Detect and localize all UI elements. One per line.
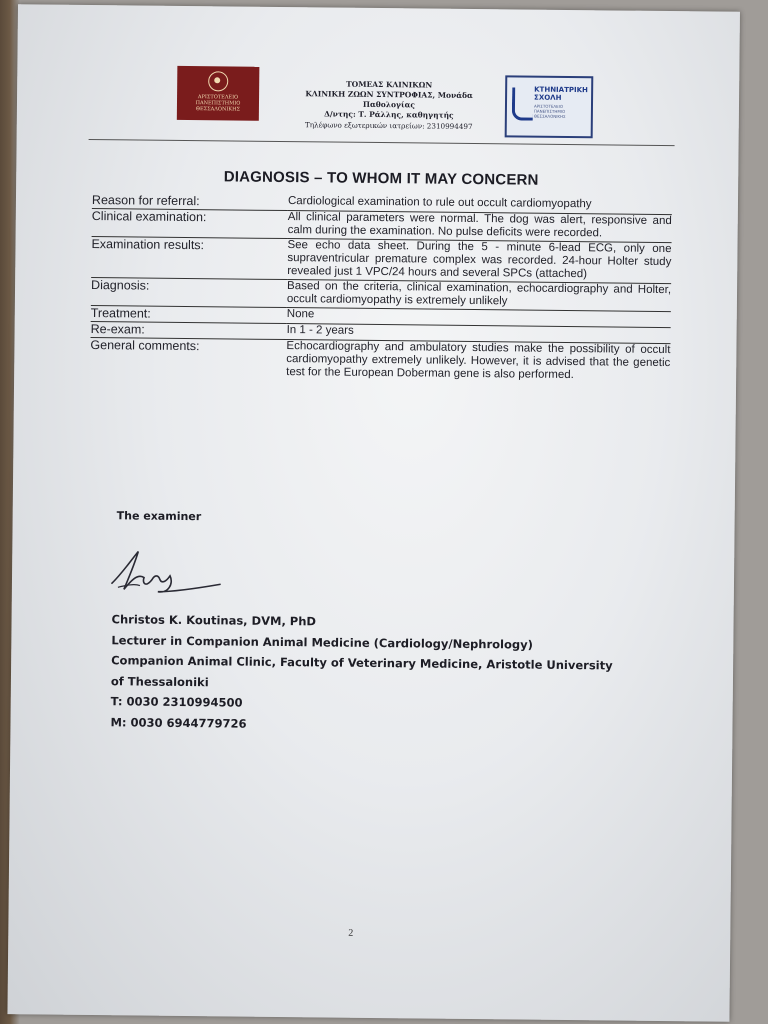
vet-school-subtitle: ΑΡΙΣΤΟΤΕΛΕΙΟ ΠΑΝΕΠΙΣΤΗΜΙΟ ΘΕΣΣΑΛΟΝΙΚΗΣ <box>533 103 566 119</box>
row-label: Reason for referral: <box>92 193 288 211</box>
row-label: Examination results: <box>91 237 287 280</box>
row-label: Re-exam: <box>91 321 287 339</box>
examiner-name: Christos K. Koutinas, DVM, PhD <box>111 612 317 629</box>
examiner-label: The examiner <box>116 509 202 524</box>
director-line: Δ/ντης: Τ. Ράλλης, καθηγητής <box>324 109 454 120</box>
row-label: Diagnosis: <box>91 278 287 308</box>
row-value: In 1 - 2 years <box>287 324 671 344</box>
row-value: None <box>287 308 671 328</box>
row-label: Clinical examination: <box>92 209 288 239</box>
examiner-mobile: M: 0030 6944779726 <box>110 714 247 731</box>
row-value: See echo data sheet. During the 5 - minute 6-lead ECG, only one supraventricular premature complex was recorded. 24-hour Holter study revealed just 1 VPC/24 hours and several SPCs (attached) <box>287 239 671 284</box>
university-logo <box>177 66 260 121</box>
row-value: Cardiological examination to rule out occult cardiomyopathy <box>288 195 672 215</box>
row-label: Treatment: <box>91 305 287 323</box>
university-logo-text: ΑΡΙΣΤΟΤΕΛΕΙΟ ΠΑΝΕΠΙΣΤΗΜΙΟ ΘΕΣΣΑΛΟΝΙΚΗΣ <box>195 94 241 113</box>
clinic-phone: Τηλέφωνο εξωτερικών ιατρείων: 2310994497 <box>304 120 473 131</box>
document-title: DIAGNOSIS – TO WHOM IT MAY CONCERN <box>223 168 539 189</box>
examiner-phone: T: 0030 2310994500 <box>110 694 243 710</box>
page-number: 2 <box>348 927 354 939</box>
examiner-contact-block <box>110 609 621 737</box>
row-value: Echocardiography and ambulatory studies make the possibility of occult cardiomyopathy extremely unlikely. However, it is advised that the genetic test for the European Doberman gene is also performed. <box>286 340 671 382</box>
diagnosis-table <box>90 193 672 384</box>
caduceus-icon <box>512 87 533 120</box>
table-row <box>91 237 671 284</box>
row-value: Based on the criteria, clinical examination, echocardiography and Holter, occult cardiomyopathy is extremely unlikely <box>287 280 671 312</box>
row-value: All clinical parameters were normal. The dog was alert, responsive and calm during the examination. No pulse deficits were recorded. <box>288 211 672 243</box>
row-label: General comments: <box>90 337 200 354</box>
header-divider <box>89 139 675 146</box>
clinic-name: ΚΛΙΝΙΚΗ ΖΩΩΝ ΣΥΝΤΡΟΦΙΑΣ, Μονάδα Παθολογίας <box>305 89 473 110</box>
vet-school-title: ΚΤΗΝΙΑΤΡΙΚΗ ΣΧΟΛΗ <box>534 85 588 102</box>
examiner-title: Lecturer in Companion Animal Medicine (Cardiology/Nephrology) <box>111 632 533 652</box>
department-header <box>279 79 500 132</box>
examiner-affiliation: Companion Animal Clinic, Faculty of Veterinary Medicine, Aristotle University of Thessaloniki <box>110 653 613 689</box>
vet-school-logo <box>505 75 594 138</box>
department-name: ΤΟΜΕΑΣ ΚΛΙΝΙΚΩΝ <box>346 79 433 90</box>
university-seal-icon <box>208 71 228 91</box>
document-page <box>7 4 740 1022</box>
signature-image <box>108 543 229 604</box>
table-row <box>90 337 670 384</box>
